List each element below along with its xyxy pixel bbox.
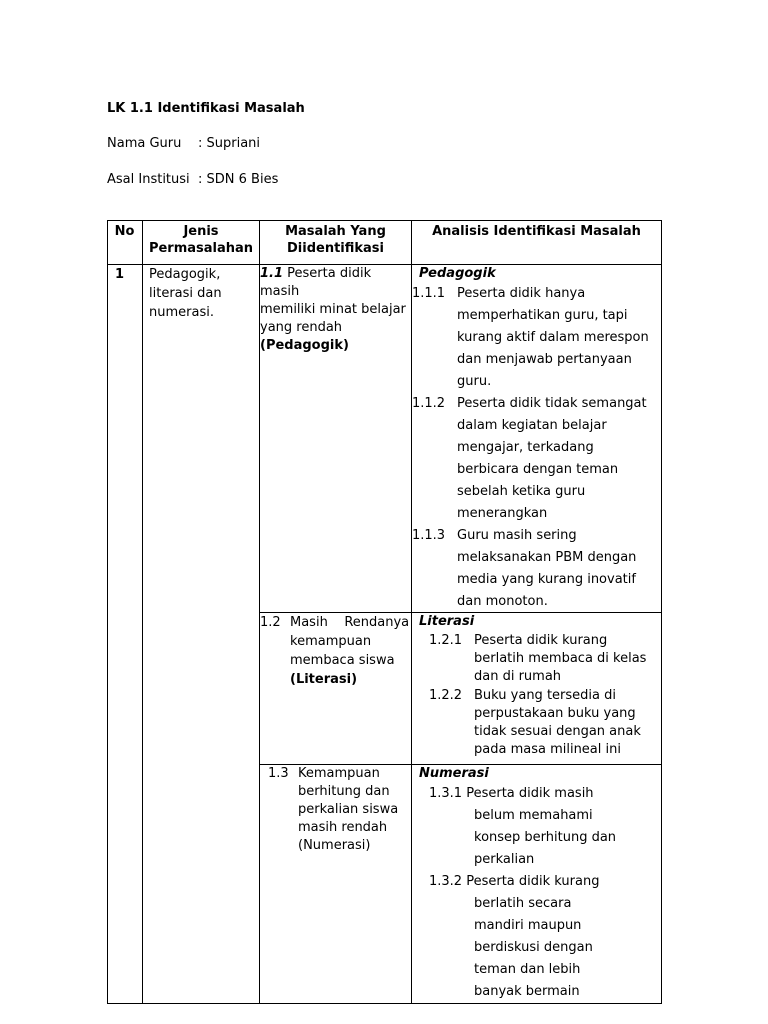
analysis-line: mandiri maupun <box>474 918 582 933</box>
analysis-line-text: Peserta didik masih <box>466 786 594 801</box>
analysis-line: berdiskusi dengan <box>474 940 593 955</box>
problem-line: masih rendah <box>298 820 388 835</box>
analysis-line: tidak sesuai dengan anak <box>474 724 641 739</box>
analysis-line: belum memahami <box>474 808 593 823</box>
header-masalah-line-2: Diidentifikasi <box>287 241 384 256</box>
problem-category-tag: (Literasi) <box>290 672 358 687</box>
analysis-line: menerangkan <box>457 506 548 521</box>
analysis-heading: Literasi <box>419 614 475 629</box>
analysis-pedagogik <box>412 265 661 613</box>
institution-value: : SDN 6 Bies <box>198 172 279 187</box>
analysis-heading: Pedagogik <box>419 266 496 281</box>
analysis-line: Peserta didik hanya <box>457 286 586 301</box>
analysis-line: dan di rumah <box>474 669 562 684</box>
analysis-item-body <box>412 393 661 525</box>
problem-line: kemampuan <box>290 634 372 649</box>
analysis-line: melaksanakan PBM dengan <box>457 550 637 565</box>
problem-line <box>260 265 410 301</box>
analysis-line: berbicara dengan teman <box>457 462 619 477</box>
analysis-item-number: 1.2.2 <box>429 688 463 703</box>
analysis-line: mengajar, terkadang <box>457 440 594 455</box>
problem-category-tag: (Pedagogik) <box>260 338 349 353</box>
table-col-divider-1 <box>142 220 143 1004</box>
header-masalah-line-1: Masalah Yang <box>285 224 386 239</box>
table-border-bottom <box>107 1003 662 1004</box>
table-border-right <box>661 220 662 1004</box>
analysis-line: dan menjawab pertanyaan <box>457 352 632 367</box>
problem-line <box>268 765 410 783</box>
analysis-item-number: 1.1.3 <box>412 528 446 543</box>
problem-text: Masih Rendanya <box>290 615 410 630</box>
header-no: No <box>114 224 135 239</box>
problem-text: Kemampuan <box>298 766 380 781</box>
problem-text: Peserta didik masih <box>260 266 372 299</box>
header-analisis: Analisis Identifikasi Masalah <box>432 224 641 239</box>
header-masalah <box>260 223 411 257</box>
analysis-line: Buku yang tersedia di <box>474 688 616 703</box>
analysis-item <box>412 783 661 871</box>
analysis-line-text: Peserta didik kurang <box>466 874 600 889</box>
problem-type-line: literasi dan <box>149 286 222 301</box>
institution-label: Asal Institusi <box>107 172 190 187</box>
analysis-line: perpustakaan buku yang <box>474 706 636 721</box>
analysis-item-body <box>412 283 661 393</box>
analysis-item-number: 1.1.2 <box>412 396 446 411</box>
analysis-item-number: 1.3.2 <box>429 874 463 889</box>
problem-1-1 <box>260 265 410 355</box>
analysis-literasi <box>412 613 661 759</box>
problem-1-3 <box>268 765 410 855</box>
problem-number: 1.3 <box>268 766 289 781</box>
problem-line: perkalian siswa <box>298 802 399 817</box>
analysis-line: pada masa milineal ini <box>474 742 621 757</box>
header-jenis-line-1: Jenis <box>183 224 219 239</box>
teacher-name-label: Nama Guru <box>107 136 182 151</box>
analysis-line: Guru masih sering <box>457 528 577 543</box>
problem-line <box>260 613 410 632</box>
problem-type-cell <box>149 265 222 322</box>
teacher-name-value: : Supriani <box>198 136 261 151</box>
problem-type-line: numerasi. <box>149 305 214 320</box>
analysis-line: Peserta didik tidak semangat <box>457 396 647 411</box>
analysis-line: teman dan lebih <box>474 962 581 977</box>
analysis-line: dan monoton. <box>457 594 548 609</box>
analysis-line <box>412 783 661 805</box>
table-border-left <box>107 220 108 1004</box>
analysis-line: berlatih secara <box>474 896 572 911</box>
analysis-line: sebelah ketika guru <box>457 484 586 499</box>
analysis-item-body <box>412 525 661 613</box>
analysis-item-number: 1.1.1 <box>412 286 446 301</box>
problem-number: 1.2 <box>260 615 281 630</box>
table-border-top <box>107 220 662 221</box>
problem-line: yang rendah <box>260 320 343 335</box>
analysis-line: berlatih membaca di kelas <box>474 651 647 666</box>
problem-line: berhitung dan <box>298 784 390 799</box>
problem-line: (Numerasi) <box>298 838 371 853</box>
analysis-item <box>412 871 661 1003</box>
analysis-line <box>412 871 661 893</box>
analysis-line: media yang kurang inovatif <box>457 572 636 587</box>
analysis-item-number: 1.2.1 <box>429 633 463 648</box>
analysis-item <box>412 686 661 759</box>
institution-row <box>107 172 278 187</box>
problem-identification-table <box>107 220 662 1004</box>
header-jenis <box>143 223 259 257</box>
analysis-line: banyak bermain <box>474 984 580 999</box>
analysis-numerasi <box>412 765 661 1003</box>
analysis-line: kurang aktif dalam merespon <box>457 330 649 345</box>
analysis-item <box>412 393 661 525</box>
row-number: 1 <box>115 267 125 282</box>
analysis-item <box>412 283 661 393</box>
header-jenis-line-2: Permasalahan <box>148 241 254 256</box>
problem-1-2 <box>260 613 410 689</box>
analysis-line: perkalian <box>474 852 535 867</box>
analysis-item <box>412 525 661 613</box>
analysis-line: memperhatikan guru, tapi <box>457 308 628 323</box>
analysis-line: Peserta didik kurang <box>474 633 608 648</box>
problem-number: 1.1 <box>260 266 284 281</box>
analysis-line: guru. <box>457 374 492 389</box>
analysis-item <box>412 631 661 686</box>
analysis-heading: Numerasi <box>419 766 489 781</box>
analysis-line: dalam kegiatan belajar <box>457 418 607 433</box>
problem-type-line: Pedagogik, <box>149 267 221 282</box>
problem-line: membaca siswa <box>290 653 395 668</box>
analysis-line: konsep berhitung dan <box>474 830 617 845</box>
page-title: LK 1.1 Identifikasi Masalah <box>107 101 305 116</box>
teacher-name-row <box>107 136 260 151</box>
analysis-item-number: 1.3.1 <box>429 786 463 801</box>
problem-line: memiliki minat belajar <box>260 302 406 317</box>
